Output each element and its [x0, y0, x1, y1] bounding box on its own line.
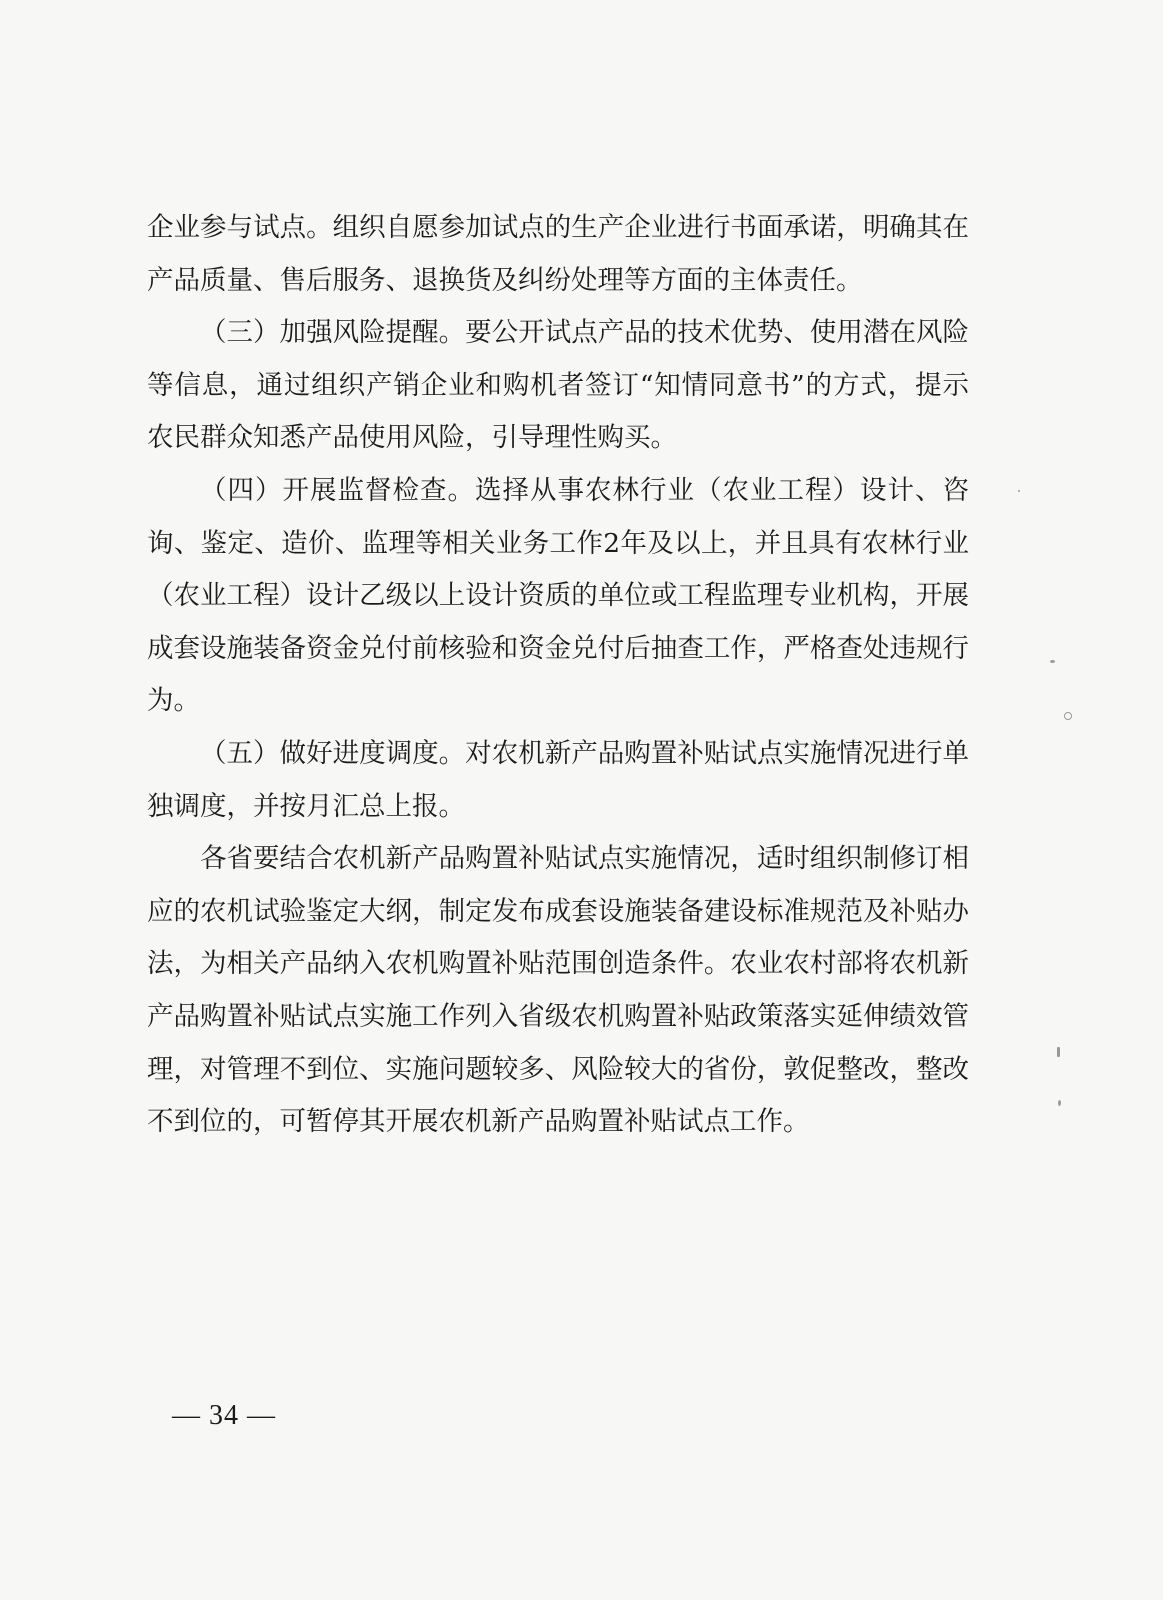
page-footer — [172, 1400, 276, 1432]
scan-speck — [1058, 1100, 1061, 1106]
paragraph-provinces: 各省要结合农机新产品购置补贴试点实施情况，适时组织制修订相应的农机试验鉴定大纲，制定发布成套设施装备建设标准规范及补贴办法，为相关产品纳入农机购置补贴范围创造条件。农业农村部将农机新产品购置补贴试点实施工作列入省级农机购置补贴政策落实延伸绩效管理，对管理不到位、实施问题较多、风险较大的省份，敦促整改，整改不到位的，可暂停其开展农机新产品购置补贴试点工作。 — [147, 843, 969, 1138]
footer-dash-right: — — [247, 1400, 276, 1431]
scan-speck — [1057, 1047, 1060, 1057]
paragraph-supervision: （四）开展监督检查。选择从事农林行业（农业工程）设计、咨询、鉴定、造价、监理等相关业务工作2年及以上，并且具有农林行业（农业工程）设计乙级以上设计资质的单位或工程监理专业机构，开展成套设施装备资金兑付前核验和资金兑付后抽查工作，严格查处违规行为。 — [147, 474, 969, 717]
scan-speck — [1018, 490, 1020, 492]
footer-dash-left: — — [172, 1400, 201, 1431]
scan-speck — [1050, 660, 1055, 663]
paragraph-progress: （五）做好进度调度。对农机新产品购置补贴试点实施情况进行单独调度，并按月汇总上报。 — [147, 737, 969, 822]
scan-speck — [1064, 712, 1072, 720]
paragraph-continuation: 企业参与试点。组织自愿参加试点的生产企业进行书面承诺，明确其在产品质量、售后服务、退换货及纠纷处理等方面的主体责任。 — [147, 212, 969, 296]
page-number: 34 — [209, 1400, 239, 1431]
paragraph-risk-reminder: （三）加强风险提醒。要公开试点产品的技术优势、使用潜在风险等信息，通过组织产销企业和购机者签订“知情同意书”的方式，提示农民群众知悉产品使用风险，引导理性购买。 — [147, 317, 969, 454]
body-text — [147, 202, 969, 1149]
